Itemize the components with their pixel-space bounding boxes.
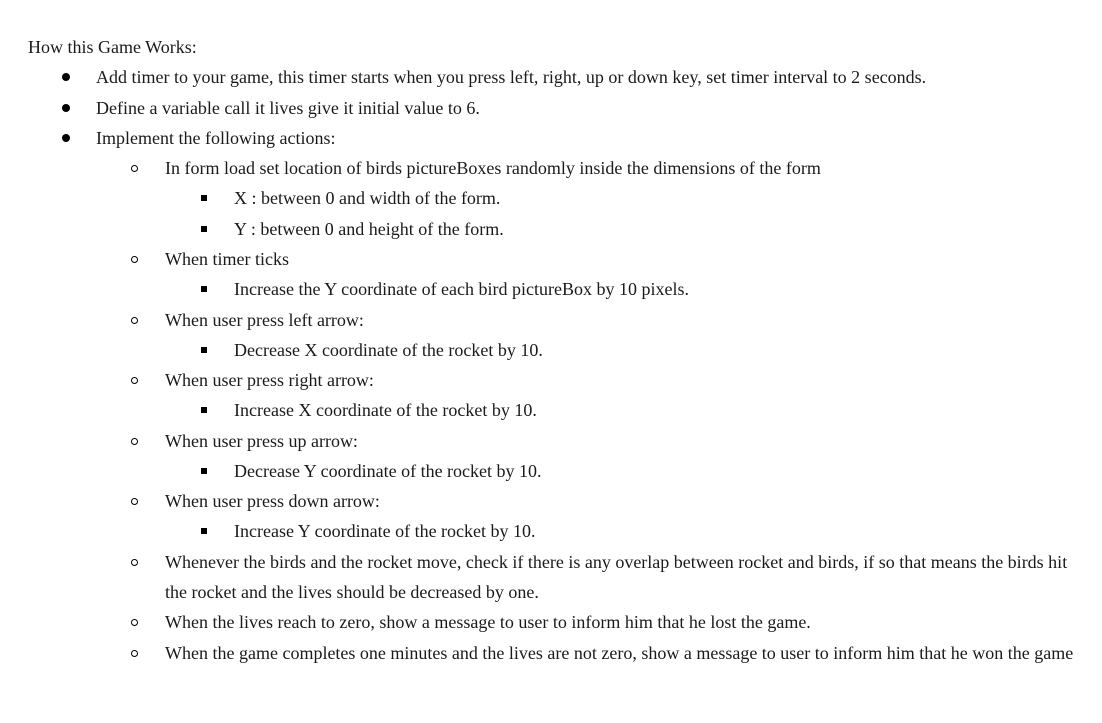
sub-item [0, 214, 1102, 244]
circle-bullet-icon [131, 317, 138, 324]
square-bullet-icon [201, 286, 207, 292]
action-text: When user press down arrow: [165, 491, 380, 511]
action-item [0, 638, 1102, 698]
circle-bullet-icon [131, 377, 138, 384]
sub-item [0, 456, 1102, 486]
action-item [0, 547, 1102, 607]
circle-bullet-icon [131, 619, 138, 626]
sub-item-text: Increase the Y coordinate of each bird pictureBox by 10 pixels. [234, 279, 690, 299]
square-bullet-icon [201, 226, 207, 232]
action-item [0, 305, 1102, 335]
circle-bullet-icon [131, 559, 138, 566]
square-bullet-icon [201, 407, 207, 413]
action-item [0, 486, 1102, 516]
sub-item [0, 335, 1102, 365]
circle-bullet-icon [131, 165, 138, 172]
action-text: Whenever the birds and the rocket move, check if there is any overlap between rocket and birds, if so that means the birds hit the rocket and the lives should be decreased by one. [165, 552, 1068, 602]
square-bullet-icon [201, 528, 207, 534]
action-text: When user press right arrow: [165, 370, 374, 390]
sub-item [0, 274, 1102, 304]
action-item [0, 153, 1102, 183]
bullet-disc-icon [62, 73, 70, 81]
bullet-text: Implement the following actions: [96, 128, 336, 148]
bullet-text: Add timer to your game, this timer starts when you press left, right, up or down key, set timer interval to 2 seconds. [96, 67, 927, 87]
sub-item [0, 395, 1102, 425]
circle-bullet-icon [131, 650, 138, 657]
bullet-item [0, 93, 1102, 123]
sub-item-text: Y : between 0 and height of the form. [234, 219, 504, 239]
action-item [0, 365, 1102, 395]
bullet-item [0, 62, 1102, 92]
bullet-disc-icon [62, 134, 70, 142]
sub-item-text: Increase X coordinate of the rocket by 10. [234, 400, 537, 420]
action-text: When the lives reach to zero, show a message to user to inform him that he lost the game. [165, 612, 811, 632]
action-item [0, 607, 1102, 637]
heading-line [0, 32, 1102, 62]
bullet-text: Define a variable call it lives give it initial value to 6. [96, 98, 480, 118]
heading: How this Game Works: [28, 37, 197, 57]
action-text: When the game completes one minutes and the lives are not zero, show a message to user to inform him that he won the game [165, 643, 1074, 663]
sub-item [0, 183, 1102, 213]
sub-item-text: Decrease Y coordinate of the rocket by 10. [234, 461, 542, 481]
sub-item-text: X : between 0 and width of the form. [234, 188, 501, 208]
sub-item-text: Decrease X coordinate of the rocket by 10. [234, 340, 543, 360]
sub-item [0, 516, 1102, 546]
sub-item-text: Increase Y coordinate of the rocket by 10. [234, 521, 536, 541]
action-item [0, 244, 1102, 274]
circle-bullet-icon [131, 498, 138, 505]
bullet-item [0, 123, 1102, 153]
action-text: When user press left arrow: [165, 310, 364, 330]
action-text: When user press up arrow: [165, 431, 358, 451]
bullet-disc-icon [62, 104, 70, 112]
square-bullet-icon [201, 347, 207, 353]
circle-bullet-icon [131, 438, 138, 445]
square-bullet-icon [201, 468, 207, 474]
action-text: When timer ticks [165, 249, 289, 269]
square-bullet-icon [201, 195, 207, 201]
circle-bullet-icon [131, 256, 138, 263]
action-text: In form load set location of birds pictureBoxes randomly inside the dimensions of the form [165, 158, 821, 178]
action-item [0, 426, 1102, 456]
